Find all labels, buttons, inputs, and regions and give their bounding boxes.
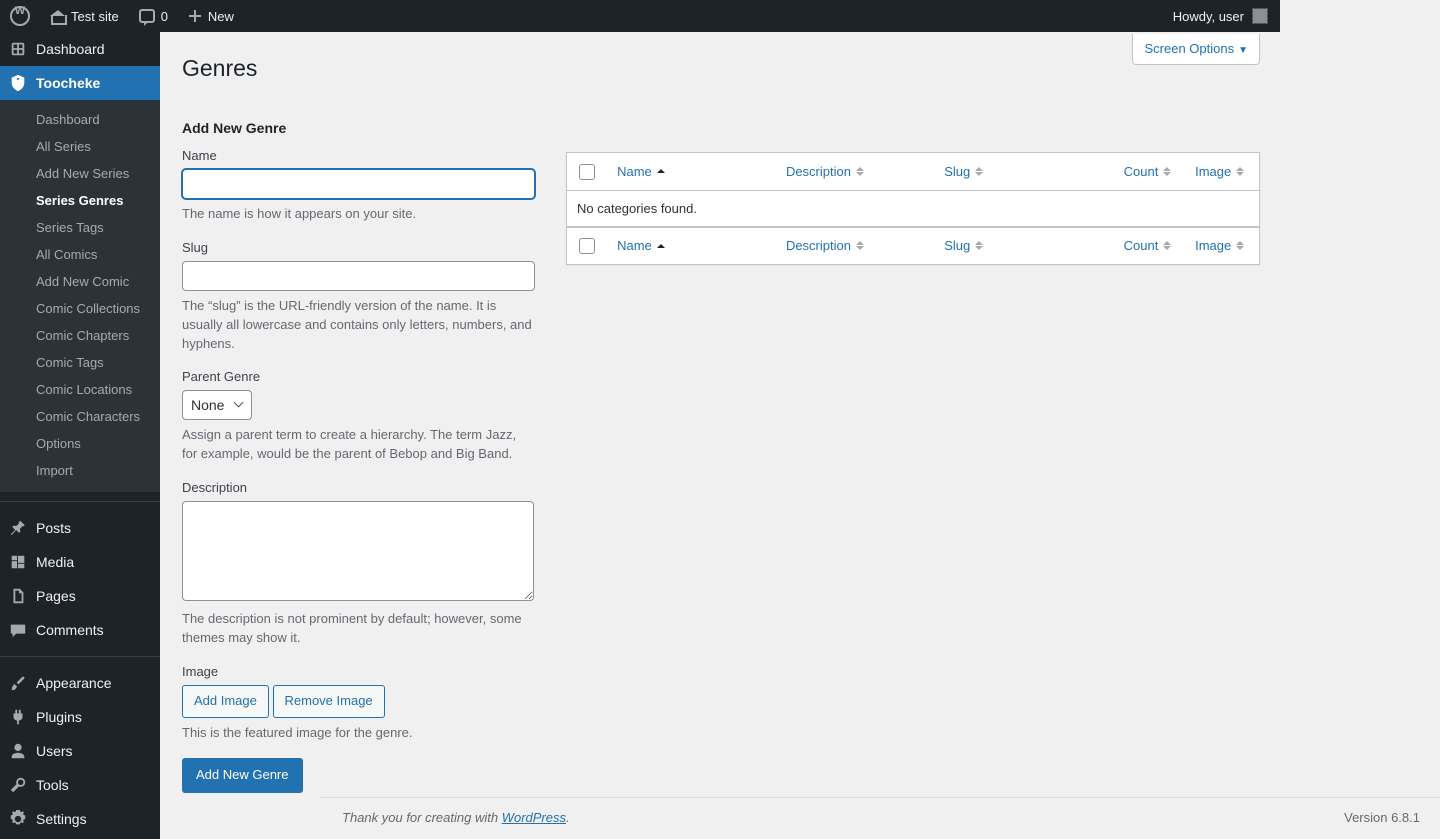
screen-options-button[interactable] <box>1132 34 1260 65</box>
site-name-label: Test site <box>71 8 119 24</box>
sidebar-item-settings[interactable] <box>0 802 160 836</box>
sidebar-subitem-comic-collections[interactable]: Comic Collections <box>36 301 141 316</box>
terms-table <box>566 152 1260 265</box>
sidebar-subitem-comic-chapters[interactable]: Comic Chapters <box>36 328 130 343</box>
sort-indicator-icon <box>1236 167 1244 176</box>
avatar <box>1252 8 1268 24</box>
field-description <box>182 480 542 648</box>
column-name-footer <box>607 227 776 265</box>
description-hint: The description is not prominent by default; however, some themes may show it. <box>182 611 522 645</box>
sidebar-separator-2 <box>0 656 160 657</box>
sort-indicator-icon <box>975 167 983 176</box>
image-description: This is the featured image for the genre. <box>182 724 413 740</box>
add-term-form <box>182 120 542 793</box>
sort-indicator-icon <box>1163 167 1171 176</box>
add-new-genre-submit[interactable]: Add New Genre <box>182 758 303 793</box>
sidebar-subitem-series-tags[interactable]: Series Tags <box>36 220 104 235</box>
column-image-footer <box>1185 227 1259 265</box>
wp-logo-menu[interactable] <box>0 0 40 32</box>
sidebar-item-appearance[interactable] <box>0 666 160 700</box>
dashboard-icon <box>0 40 36 58</box>
table-body <box>567 191 1259 227</box>
sort-by-image[interactable] <box>1195 164 1244 179</box>
sidebar-item-dashboard[interactable] <box>0 32 160 66</box>
field-slug <box>182 240 542 354</box>
slug-description: The “slug” is the URL-friendly version of the name. It is usually all lowercase and contains only letters, numbers, and hyphens. <box>182 297 532 351</box>
screen-options-label: Screen Options <box>1144 41 1235 56</box>
home-icon <box>50 9 65 24</box>
name-description: The name is how it appears on your site. <box>182 206 417 221</box>
sidebar-item-label: Toocheke <box>36 75 101 91</box>
sort-by-count[interactable] <box>1124 164 1172 179</box>
footer-thanks-prefix: Thank you for creating with <box>342 810 502 825</box>
user-icon <box>0 742 36 760</box>
sort-by-description-footer[interactable] <box>786 238 864 253</box>
footer-thanks-suffix: . <box>566 810 570 825</box>
sidebar-item-tools[interactable] <box>0 768 160 802</box>
sidebar-subitem-all-series[interactable]: All Series <box>36 139 91 154</box>
column-name-label: Name <box>617 238 652 254</box>
column-count-label: Count <box>1123 238 1159 254</box>
page-title: Genres <box>182 55 258 81</box>
slug-input[interactable] <box>182 261 535 291</box>
parent-genre-label: Parent Genre <box>182 369 261 385</box>
sidebar-item-pages[interactable] <box>0 579 160 613</box>
select-all-checkbox-top[interactable] <box>579 164 595 180</box>
sort-by-image-footer[interactable] <box>1195 238 1244 253</box>
column-description-footer <box>776 227 934 265</box>
description-textarea[interactable] <box>182 501 534 601</box>
table-header-row <box>567 153 1259 191</box>
plug-icon <box>0 708 36 726</box>
sidebar-item-label: Settings <box>36 811 87 827</box>
column-slug-label: Slug <box>944 238 971 254</box>
table-row-empty <box>567 191 1259 227</box>
sidebar-item-label: Pages <box>36 588 76 604</box>
howdy-label: Howdy, user <box>1172 8 1244 24</box>
sort-by-count-footer[interactable] <box>1124 238 1172 253</box>
new-label: New <box>207 8 234 24</box>
pin-icon <box>0 519 36 537</box>
parent-genre-select[interactable] <box>182 390 252 420</box>
sidebar-item-label: Users <box>36 743 73 759</box>
account-menu[interactable] <box>1173 0 1280 32</box>
column-count-footer <box>1114 227 1185 265</box>
main-content <box>160 32 1420 839</box>
sidebar-item-users[interactable] <box>0 734 160 768</box>
sort-indicator-icon <box>657 244 665 248</box>
sort-by-slug-footer[interactable] <box>944 238 983 253</box>
comments-count: 0 <box>160 8 168 24</box>
shield-icon <box>0 74 36 92</box>
select-all-header <box>567 153 607 191</box>
sidebar-item-label: Media <box>36 554 75 570</box>
description-label: Description <box>182 480 248 496</box>
sidebar-subitem-import[interactable]: Import <box>36 463 73 478</box>
footer-version: Version 6.8.1 <box>1344 810 1420 825</box>
remove-image-button[interactable]: Remove Image <box>273 685 385 718</box>
sidebar-subitem-series-genres[interactable]: Series Genres <box>36 193 124 208</box>
brush-icon <box>0 674 36 692</box>
sort-indicator-icon <box>856 241 864 250</box>
field-image <box>182 664 542 743</box>
plus-icon <box>188 9 202 23</box>
toocheke-submenu <box>0 100 160 492</box>
column-name-label: Name <box>617 163 652 179</box>
column-slug-footer <box>934 227 1113 265</box>
column-description-label: Description <box>785 238 851 254</box>
comment-icon <box>139 9 155 23</box>
column-count-label: Count <box>1123 163 1159 179</box>
sidebar-subitem-comic-locations[interactable]: Comic Locations <box>36 382 133 397</box>
sidebar-item-label: Plugins <box>36 709 82 725</box>
media-icon <box>0 553 36 571</box>
sidebar-separator <box>0 501 160 502</box>
wordpress-link[interactable]: WordPress <box>501 810 566 825</box>
admin-bar <box>0 0 1280 32</box>
slug-label: Slug <box>182 239 209 255</box>
field-parent-genre <box>182 369 542 464</box>
terms-list-panel <box>566 152 1260 265</box>
pages-icon <box>0 587 36 605</box>
sidebar-item-plugins[interactable] <box>0 700 160 734</box>
sidebar-subitem-comic-characters[interactable]: Comic Characters <box>36 409 141 424</box>
image-label: Image <box>182 663 219 679</box>
sidebar-subitem-comic-tags[interactable]: Comic Tags <box>36 355 104 370</box>
table-head <box>567 153 1259 191</box>
sidebar-item-label: Appearance <box>36 675 112 691</box>
column-slug-header <box>934 153 1113 191</box>
add-image-button[interactable]: Add Image <box>182 685 269 718</box>
parent-genre-description: Assign a parent term to create a hierarchy. The term Jazz, for example, would be the parent of Bebop and Big Band. <box>182 427 517 462</box>
site-name-menu[interactable] <box>40 0 129 32</box>
name-input[interactable] <box>182 169 535 199</box>
sort-indicator-icon <box>1236 241 1244 250</box>
sort-by-name-footer[interactable] <box>617 238 665 253</box>
column-image-label: Image <box>1195 238 1232 254</box>
sort-indicator-icon <box>1163 241 1171 250</box>
comments-menu[interactable] <box>129 0 178 32</box>
column-slug-label: Slug <box>944 163 971 179</box>
sidebar-item-label: Comments <box>36 622 104 638</box>
admin-footer <box>320 797 1440 839</box>
chevron-down-icon: ▼ <box>1238 45 1248 56</box>
admin-sidebar <box>0 32 160 839</box>
sidebar-subitem-options[interactable]: Options <box>36 436 81 451</box>
column-name-header <box>607 153 776 191</box>
comment-icon <box>0 621 36 639</box>
column-description-label: Description <box>785 163 851 179</box>
screen-meta-links <box>1132 34 1260 65</box>
sort-indicator-icon <box>975 241 983 250</box>
wordpress-logo-icon <box>10 6 30 26</box>
sort-indicator-icon <box>856 167 864 176</box>
sort-by-name[interactable] <box>617 164 665 179</box>
column-image-header <box>1185 153 1259 191</box>
column-count-header <box>1114 153 1185 191</box>
sidebar-item-comments[interactable] <box>0 613 160 647</box>
sidebar-item-label: Dashboard <box>36 41 105 57</box>
name-label: Name <box>182 148 217 163</box>
column-description-header <box>776 153 934 191</box>
sort-by-description[interactable] <box>786 164 864 179</box>
sort-indicator-icon <box>657 169 665 173</box>
footer-thanks <box>342 810 570 825</box>
select-all-footer <box>567 227 607 265</box>
table-foot <box>567 227 1259 265</box>
tools-icon <box>0 776 36 794</box>
gear-icon <box>0 810 36 828</box>
sidebar-item-label: Posts <box>36 520 72 536</box>
field-name <box>182 148 542 224</box>
sort-by-slug[interactable] <box>944 164 983 179</box>
sidebar-subitem-add-new-series[interactable]: Add New Series <box>36 166 130 181</box>
parent-genre-select-wrap <box>182 390 252 420</box>
no-items-message: No categories found. <box>567 191 1259 227</box>
sidebar-subitem-all-comics[interactable]: All Comics <box>36 247 98 262</box>
sidebar-item-toocheke[interactable] <box>0 66 160 100</box>
select-all-checkbox-bottom[interactable] <box>579 238 595 254</box>
sidebar-item-media[interactable] <box>0 545 160 579</box>
table-footer-row <box>567 227 1259 265</box>
sidebar-subitem-add-new-comic[interactable]: Add New Comic <box>36 274 130 289</box>
sidebar-subitem-dashboard[interactable]: Dashboard <box>36 112 100 127</box>
new-content-menu[interactable] <box>178 0 244 32</box>
sidebar-item-posts[interactable] <box>0 511 160 545</box>
sidebar-item-label: Tools <box>36 777 69 793</box>
column-image-label: Image <box>1195 163 1232 179</box>
form-heading: Add New Genre <box>182 120 287 136</box>
